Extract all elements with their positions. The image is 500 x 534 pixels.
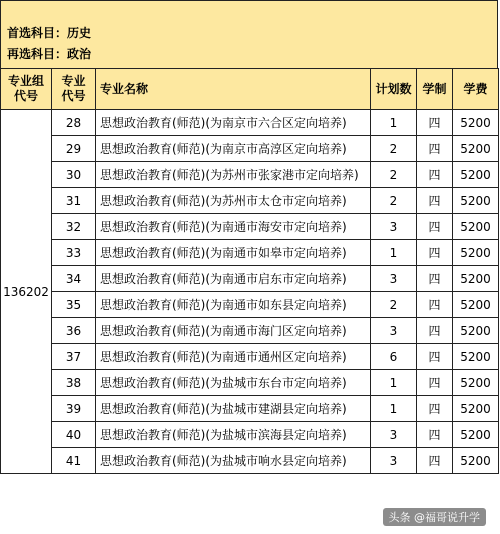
primary-subject-label: 首选科目： bbox=[7, 26, 68, 40]
table-row bbox=[1, 318, 499, 344]
header-major-name: 专业名称 bbox=[96, 69, 371, 110]
table-row bbox=[1, 370, 499, 396]
major-name-cell: 思想政治教育(师范)(为南通市海门区定向培养) bbox=[96, 318, 371, 344]
primary-subject-value: 历史 bbox=[67, 26, 92, 40]
secondary-subject-label: 再选科目： bbox=[7, 47, 68, 61]
major-code-cell: 30 bbox=[52, 162, 96, 188]
duration-cell: 四 bbox=[417, 266, 453, 292]
tuition-cell: 5200 bbox=[453, 188, 499, 214]
primary-subject-line bbox=[7, 24, 91, 41]
duration-cell: 四 bbox=[417, 370, 453, 396]
major-name-cell: 思想政治教育(师范)(为南通市海安市定向培养) bbox=[96, 214, 371, 240]
secondary-subject-value: 政治 bbox=[67, 47, 92, 61]
plan-count-cell: 2 bbox=[371, 292, 417, 318]
tuition-cell: 5200 bbox=[453, 136, 499, 162]
plan-count-cell: 3 bbox=[371, 214, 417, 240]
major-name-cell: 思想政治教育(师范)(为苏州市太仓市定向培养) bbox=[96, 188, 371, 214]
table-row bbox=[1, 266, 499, 292]
group-code-cell: 136202 bbox=[1, 110, 52, 474]
header-tuition: 学费 bbox=[453, 69, 499, 110]
major-name-cell: 思想政治教育(师范)(为南通市如东县定向培养) bbox=[96, 292, 371, 318]
plan-count-cell: 1 bbox=[371, 110, 417, 136]
secondary-subject-line bbox=[7, 45, 91, 62]
duration-cell: 四 bbox=[417, 136, 453, 162]
tuition-cell: 5200 bbox=[453, 292, 499, 318]
major-code-cell: 39 bbox=[52, 396, 96, 422]
table-row bbox=[1, 110, 499, 136]
major-name-cell: 思想政治教育(师范)(为盐城市响水县定向培养) bbox=[96, 448, 371, 474]
plan-count-cell: 1 bbox=[371, 370, 417, 396]
table-row bbox=[1, 162, 499, 188]
plan-count-cell: 2 bbox=[371, 162, 417, 188]
table-row bbox=[1, 214, 499, 240]
table-row bbox=[1, 448, 499, 474]
plan-count-cell: 1 bbox=[371, 240, 417, 266]
table-row bbox=[1, 188, 499, 214]
subject-requirement-banner bbox=[0, 0, 498, 69]
table-row bbox=[1, 240, 499, 266]
header-major-code: 专业 代号 bbox=[52, 69, 96, 110]
duration-cell: 四 bbox=[417, 448, 453, 474]
duration-cell: 四 bbox=[417, 188, 453, 214]
major-code-cell: 40 bbox=[52, 422, 96, 448]
major-code-cell: 32 bbox=[52, 214, 96, 240]
major-name-cell: 思想政治教育(师范)(为南通市通州区定向培养) bbox=[96, 344, 371, 370]
major-name-cell: 思想政治教育(师范)(为南通市启东市定向培养) bbox=[96, 266, 371, 292]
duration-cell: 四 bbox=[417, 110, 453, 136]
major-code-cell: 36 bbox=[52, 318, 96, 344]
tuition-cell: 5200 bbox=[453, 266, 499, 292]
table-row bbox=[1, 292, 499, 318]
table-row bbox=[1, 422, 499, 448]
tuition-cell: 5200 bbox=[453, 396, 499, 422]
duration-cell: 四 bbox=[417, 396, 453, 422]
major-name-cell: 思想政治教育(师范)(为南京市六合区定向培养) bbox=[96, 110, 371, 136]
table-row bbox=[1, 136, 499, 162]
tuition-cell: 5200 bbox=[453, 344, 499, 370]
tuition-cell: 5200 bbox=[453, 240, 499, 266]
duration-cell: 四 bbox=[417, 344, 453, 370]
plan-count-cell: 3 bbox=[371, 266, 417, 292]
tuition-cell: 5200 bbox=[453, 448, 499, 474]
major-name-cell: 思想政治教育(师范)(为盐城市建湖县定向培养) bbox=[96, 396, 371, 422]
plan-count-cell: 1 bbox=[371, 396, 417, 422]
major-name-cell: 思想政治教育(师范)(为南通市如皋市定向培养) bbox=[96, 240, 371, 266]
major-name-cell: 思想政治教育(师范)(为盐城市东台市定向培养) bbox=[96, 370, 371, 396]
major-code-cell: 38 bbox=[52, 370, 96, 396]
header-plan-count: 计划数 bbox=[371, 69, 417, 110]
table-header-row bbox=[1, 69, 499, 110]
header-group-code: 专业组 代号 bbox=[1, 69, 52, 110]
duration-cell: 四 bbox=[417, 292, 453, 318]
plan-count-cell: 6 bbox=[371, 344, 417, 370]
major-name-cell: 思想政治教育(师范)(为盐城市滨海县定向培养) bbox=[96, 422, 371, 448]
tuition-cell: 5200 bbox=[453, 370, 499, 396]
major-code-cell: 34 bbox=[52, 266, 96, 292]
enrollment-plan-table bbox=[0, 68, 499, 474]
tuition-cell: 5200 bbox=[453, 214, 499, 240]
tuition-cell: 5200 bbox=[453, 110, 499, 136]
major-code-cell: 33 bbox=[52, 240, 96, 266]
duration-cell: 四 bbox=[417, 240, 453, 266]
plan-count-cell: 3 bbox=[371, 318, 417, 344]
duration-cell: 四 bbox=[417, 162, 453, 188]
major-code-cell: 29 bbox=[52, 136, 96, 162]
duration-cell: 四 bbox=[417, 318, 453, 344]
plan-count-cell: 3 bbox=[371, 422, 417, 448]
watermark: 头条 @福哥说升学 bbox=[383, 508, 487, 526]
major-code-cell: 31 bbox=[52, 188, 96, 214]
plan-count-cell: 2 bbox=[371, 188, 417, 214]
tuition-cell: 5200 bbox=[453, 422, 499, 448]
major-code-cell: 37 bbox=[52, 344, 96, 370]
table-row bbox=[1, 396, 499, 422]
major-code-cell: 35 bbox=[52, 292, 96, 318]
table-row bbox=[1, 344, 499, 370]
header-duration: 学制 bbox=[417, 69, 453, 110]
major-code-cell: 28 bbox=[52, 110, 96, 136]
duration-cell: 四 bbox=[417, 214, 453, 240]
plan-count-cell: 2 bbox=[371, 136, 417, 162]
plan-count-cell: 3 bbox=[371, 448, 417, 474]
tuition-cell: 5200 bbox=[453, 318, 499, 344]
duration-cell: 四 bbox=[417, 422, 453, 448]
major-code-cell: 41 bbox=[52, 448, 96, 474]
tuition-cell: 5200 bbox=[453, 162, 499, 188]
major-name-cell: 思想政治教育(师范)(为南京市高淳区定向培养) bbox=[96, 136, 371, 162]
major-name-cell: 思想政治教育(师范)(为苏州市张家港市定向培养) bbox=[96, 162, 371, 188]
